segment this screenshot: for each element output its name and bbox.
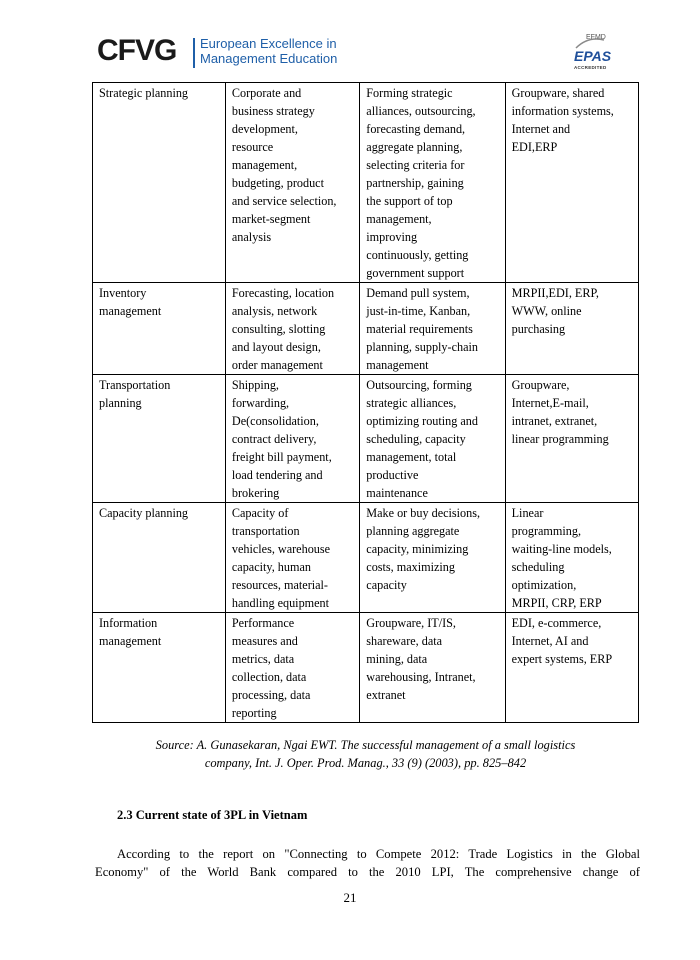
cell-text-line: measures and bbox=[231, 634, 298, 648]
cell-text-line: warehousing, Intranet, bbox=[366, 670, 476, 684]
epas-accreditation-logo bbox=[570, 34, 630, 78]
cell-text-line: management, bbox=[366, 212, 432, 226]
table-cell bbox=[505, 283, 638, 375]
cell-text-line: Internet and bbox=[511, 122, 571, 136]
table-cell bbox=[360, 375, 505, 503]
cell-text-line: strategic alliances, bbox=[366, 396, 457, 410]
cell-text-line: information systems, bbox=[511, 104, 614, 118]
cell-text-line: improving bbox=[366, 230, 418, 244]
cell-text-line: Performance bbox=[231, 616, 295, 630]
cell-text-line: load tendering and bbox=[231, 468, 323, 482]
table-cell bbox=[360, 613, 505, 723]
cell-text-line: freight bill payment, bbox=[231, 450, 332, 464]
cell-text-line: intranet, extranet, bbox=[511, 414, 598, 428]
cell-text-line: planning bbox=[99, 396, 142, 410]
cell-text-line: optimizing routing and bbox=[366, 414, 478, 428]
epas-accredited-label: ACCREDITED bbox=[574, 65, 607, 70]
cell-text-line: the support of top bbox=[366, 194, 453, 208]
cell-text-line: analysis, network bbox=[231, 304, 318, 318]
body-paragraph bbox=[95, 845, 640, 881]
table-row bbox=[93, 283, 639, 375]
cell-text-line: maintenance bbox=[366, 486, 428, 500]
table-cell bbox=[93, 83, 226, 283]
cell-text-line: transportation bbox=[231, 524, 300, 538]
cell-text-line: Internet, AI and bbox=[511, 634, 589, 648]
cell-text-line: and service selection, bbox=[231, 194, 337, 208]
epas-efmd-label: EFMD bbox=[586, 34, 606, 41]
cell-text-line: extranet bbox=[366, 688, 406, 702]
cell-text-line: material requirements bbox=[366, 322, 473, 336]
table-row bbox=[93, 83, 639, 283]
cell-text-line: scheduling bbox=[511, 560, 565, 574]
cell-text-line: resource bbox=[231, 140, 274, 154]
cell-text-line: resources, material- bbox=[231, 578, 328, 592]
cell-text-line: linear programming bbox=[511, 432, 609, 446]
cell-text-line: capacity bbox=[366, 578, 407, 592]
cell-text-line: market-segment bbox=[231, 212, 311, 226]
cell-text-line: analysis bbox=[231, 230, 272, 244]
cell-text-line: scheduling, capacity bbox=[366, 432, 466, 446]
cell-text-line: development, bbox=[231, 122, 298, 136]
table-cell bbox=[225, 375, 359, 503]
table-cell bbox=[505, 375, 638, 503]
cell-text-line: capacity, minimizing bbox=[366, 542, 469, 556]
cell-text-line: planning, supply-chain bbox=[366, 340, 478, 354]
cell-text-line: management bbox=[99, 634, 162, 648]
cell-text-line: Internet,E-mail, bbox=[511, 396, 589, 410]
logistics-functions-table bbox=[92, 82, 639, 723]
cell-text-line: mining, data bbox=[366, 652, 428, 666]
table-cell bbox=[93, 613, 226, 723]
cell-text-line: Corporate and bbox=[231, 86, 302, 100]
table-cell bbox=[93, 283, 226, 375]
logo-tagline-line-2: Management Education bbox=[200, 51, 338, 66]
source-line: company, Int. J. Oper. Prod. Manag., 33 (9) (2003), pp. 825–842 bbox=[204, 756, 527, 770]
table-row bbox=[93, 613, 639, 723]
cell-text-line: consulting, slotting bbox=[231, 322, 326, 336]
cell-text-line: productive bbox=[366, 468, 419, 482]
table-cell bbox=[93, 375, 226, 503]
cell-text-line: brokering bbox=[231, 486, 280, 500]
cell-text-line: EDI, e-commerce, bbox=[511, 616, 602, 630]
logo-divider bbox=[193, 38, 195, 68]
cell-text-line: Strategic planning bbox=[99, 86, 189, 100]
cell-text-line: WWW, online bbox=[511, 304, 582, 318]
cell-text-line: handling equipment bbox=[231, 596, 330, 610]
cell-text-line: Forecasting, location bbox=[231, 286, 335, 300]
table-cell bbox=[93, 503, 226, 613]
cell-text-line: alliances, outsourcing, bbox=[366, 104, 476, 118]
cell-text-line: Outsourcing, forming bbox=[366, 378, 472, 392]
cell-text-line: capacity, human bbox=[231, 560, 311, 574]
cell-text-line: Information bbox=[99, 616, 158, 630]
cell-text-line: EDI,ERP bbox=[511, 140, 558, 154]
cfvg-logo: CFVG bbox=[97, 34, 177, 67]
cell-text-line: collection, data bbox=[231, 670, 307, 684]
cell-text-line: Shipping, bbox=[231, 378, 279, 392]
table-cell bbox=[360, 283, 505, 375]
cell-text-line: Capacity of bbox=[231, 506, 289, 520]
cell-text-line: vehicles, warehouse bbox=[231, 542, 331, 556]
page-number: 21 bbox=[343, 890, 357, 905]
table-row bbox=[93, 503, 639, 613]
cell-text-line: management, bbox=[231, 158, 298, 172]
cell-text-line: forecasting demand, bbox=[366, 122, 466, 136]
paragraph-line: According to the report on "Connecting to Compete 2012: Trade Logistics in the Global bbox=[117, 847, 640, 861]
logo-tagline-line-1: European Excellence in bbox=[200, 36, 337, 51]
paragraph-line: Economy" of the World Bank compared to the 2010 LPI, The comprehensive change of bbox=[95, 865, 640, 879]
cell-text-line: and layout design, bbox=[231, 340, 321, 354]
table-cell bbox=[505, 83, 638, 283]
cell-text-line: MRPII, CRP, ERP bbox=[511, 596, 602, 610]
table-cell bbox=[360, 503, 505, 613]
cell-text-line: Make or buy decisions, bbox=[366, 506, 481, 520]
cell-text-line: Capacity planning bbox=[99, 506, 189, 520]
table-cell bbox=[225, 613, 359, 723]
cell-text-line: waiting-line models, bbox=[511, 542, 612, 556]
cell-text-line: contract delivery, bbox=[231, 432, 317, 446]
cell-text-line: Groupware, shared bbox=[511, 86, 605, 100]
table-cell bbox=[225, 83, 359, 283]
cell-text-line: Transportation bbox=[99, 378, 171, 392]
cell-text-line: forwarding, bbox=[231, 396, 290, 410]
cell-text-line: continuously, getting bbox=[366, 248, 469, 262]
cell-text-line: order management bbox=[231, 358, 323, 372]
table-cell bbox=[225, 503, 359, 613]
page-header bbox=[0, 0, 700, 80]
source-line: Source: A. Gunasekaran, Ngai EWT. The successful management of a small logistics bbox=[155, 738, 576, 752]
cell-text-line: budgeting, product bbox=[231, 176, 324, 190]
cell-text-line: government support bbox=[366, 266, 465, 280]
cell-text-line: just-in-time, Kanban, bbox=[366, 304, 471, 318]
cell-text-line: shareware, data bbox=[366, 634, 443, 648]
cell-text-line: metrics, data bbox=[231, 652, 295, 666]
cell-text-line: Groupware, IT/IS, bbox=[366, 616, 456, 630]
table-cell bbox=[360, 83, 505, 283]
section-heading: 2.3 Current state of 3PL in Vietnam bbox=[117, 808, 308, 822]
cell-text-line: reporting bbox=[231, 706, 277, 720]
cell-text-line: selecting criteria for bbox=[366, 158, 465, 172]
epas-label: EPAS bbox=[574, 48, 612, 64]
cell-text-line: planning aggregate bbox=[366, 524, 460, 538]
logo-tagline bbox=[200, 36, 337, 66]
cell-text-line: Inventory bbox=[99, 286, 147, 300]
cell-text-line: Forming strategic bbox=[366, 86, 453, 100]
cell-text-line: management bbox=[366, 358, 429, 372]
table-row bbox=[93, 375, 639, 503]
cell-text-line: management, total bbox=[366, 450, 457, 464]
cell-text-line: programming, bbox=[511, 524, 581, 538]
cell-text-line: partnership, gaining bbox=[366, 176, 464, 190]
cell-text-line: management bbox=[99, 304, 162, 318]
table-cell bbox=[505, 613, 638, 723]
cell-text-line: Groupware, bbox=[511, 378, 570, 392]
cell-text-line: costs, maximizing bbox=[366, 560, 455, 574]
table-cell bbox=[505, 503, 638, 613]
cell-text-line: Demand pull system, bbox=[366, 286, 470, 300]
cell-text-line: Linear bbox=[511, 506, 544, 520]
table-source-caption bbox=[92, 736, 639, 772]
cell-text-line: De(consolidation, bbox=[231, 414, 319, 428]
cell-text-line: expert systems, ERP bbox=[511, 652, 613, 666]
cell-text-line: MRPII,EDI, ERP, bbox=[511, 286, 599, 300]
cell-text-line: optimization, bbox=[511, 578, 577, 592]
cell-text-line: aggregate planning, bbox=[366, 140, 463, 154]
cell-text-line: purchasing bbox=[511, 322, 566, 336]
cell-text-line: processing, data bbox=[231, 688, 311, 702]
cell-text-line: business strategy bbox=[231, 104, 315, 118]
table-cell bbox=[225, 283, 359, 375]
